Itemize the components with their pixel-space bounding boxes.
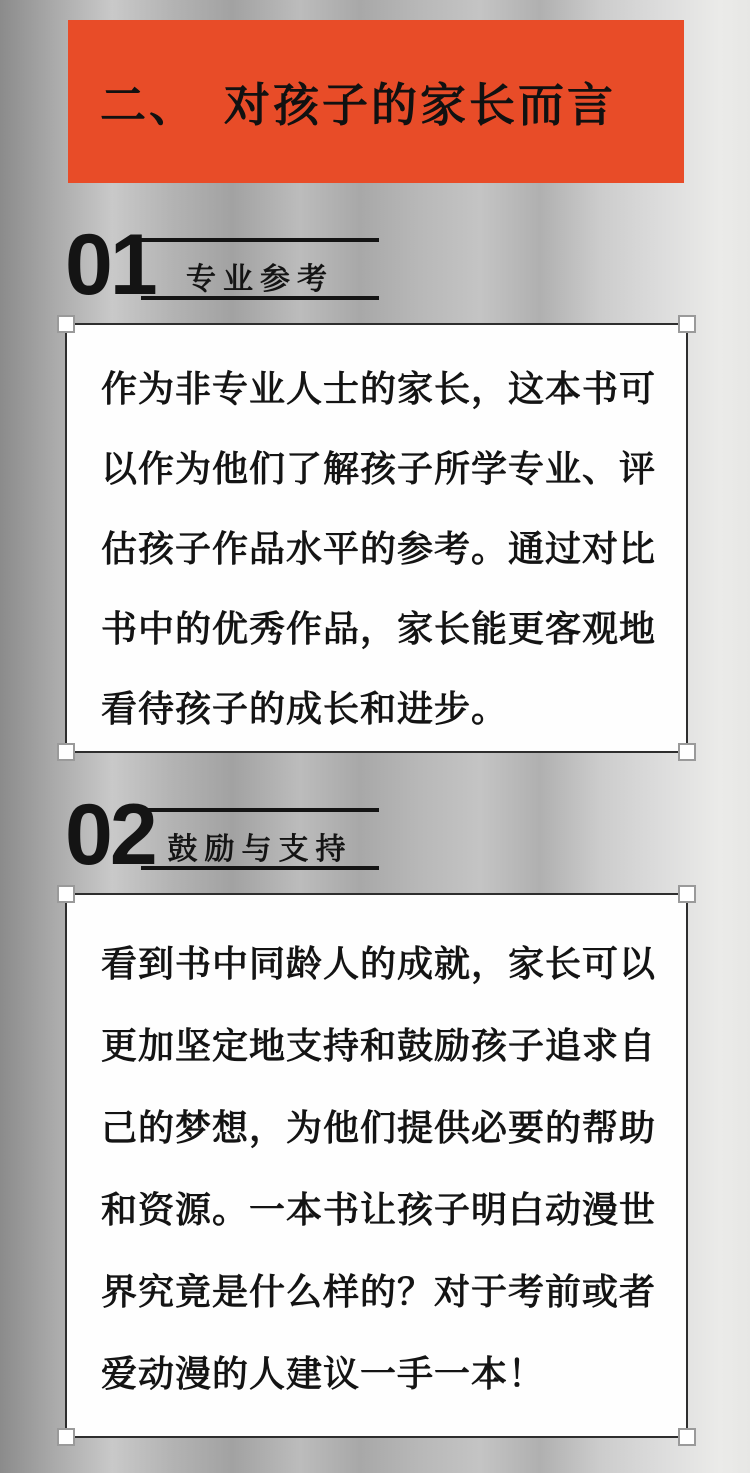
selection-handle-top-left bbox=[57, 315, 75, 333]
body-line: 爱动漫的人建议一手一本！ bbox=[101, 1353, 546, 1394]
section-title: 专业参考 bbox=[186, 263, 334, 296]
body-line: 看到书中同龄人的成就，家长可以 bbox=[101, 943, 657, 984]
body-line: 作为非专业人士的家长，这本书可 bbox=[101, 368, 657, 409]
text-box-body bbox=[67, 325, 686, 749]
section-header-01 bbox=[65, 217, 485, 323]
body-line: 看待孩子的成长和进步。 bbox=[101, 688, 509, 729]
body-line: 己的梦想，为他们提供必要的帮助 bbox=[101, 1107, 657, 1148]
banner-title: 二、 对孩子的家长而言 bbox=[100, 78, 616, 131]
selection-handle-top-left bbox=[57, 885, 75, 903]
section-title-rules bbox=[141, 238, 379, 300]
text-box-01 bbox=[65, 323, 688, 753]
selection-handle-bottom-left bbox=[57, 1428, 75, 1446]
selection-handle-top-right bbox=[678, 885, 696, 903]
body-line: 和资源。一本书让孩子明白动漫世 bbox=[101, 1189, 657, 1230]
body-line: 以作为他们了解孩子所学专业、评 bbox=[101, 448, 657, 489]
selection-handle-bottom-right bbox=[678, 743, 696, 761]
section-number: 02 bbox=[65, 787, 155, 883]
section-banner bbox=[68, 20, 684, 183]
section-title-rules bbox=[141, 808, 379, 870]
selection-handle-bottom-left bbox=[57, 743, 75, 761]
body-line: 书中的优秀作品，家长能更客观地 bbox=[101, 608, 657, 649]
body-line: 估孩子作品水平的参考。通过对比 bbox=[101, 528, 657, 569]
section-title: 鼓励与支持 bbox=[167, 833, 353, 866]
selection-handle-top-right bbox=[678, 315, 696, 333]
section-header-02 bbox=[65, 787, 485, 893]
body-line: 更加坚定地支持和鼓励孩子追求自 bbox=[101, 1025, 657, 1066]
text-box-body bbox=[67, 895, 686, 1415]
body-line: 界究竟是什么样的？对于考前或者 bbox=[101, 1271, 657, 1312]
text-box-02 bbox=[65, 893, 688, 1438]
section-number: 01 bbox=[65, 217, 155, 313]
selection-handle-bottom-right bbox=[678, 1428, 696, 1446]
